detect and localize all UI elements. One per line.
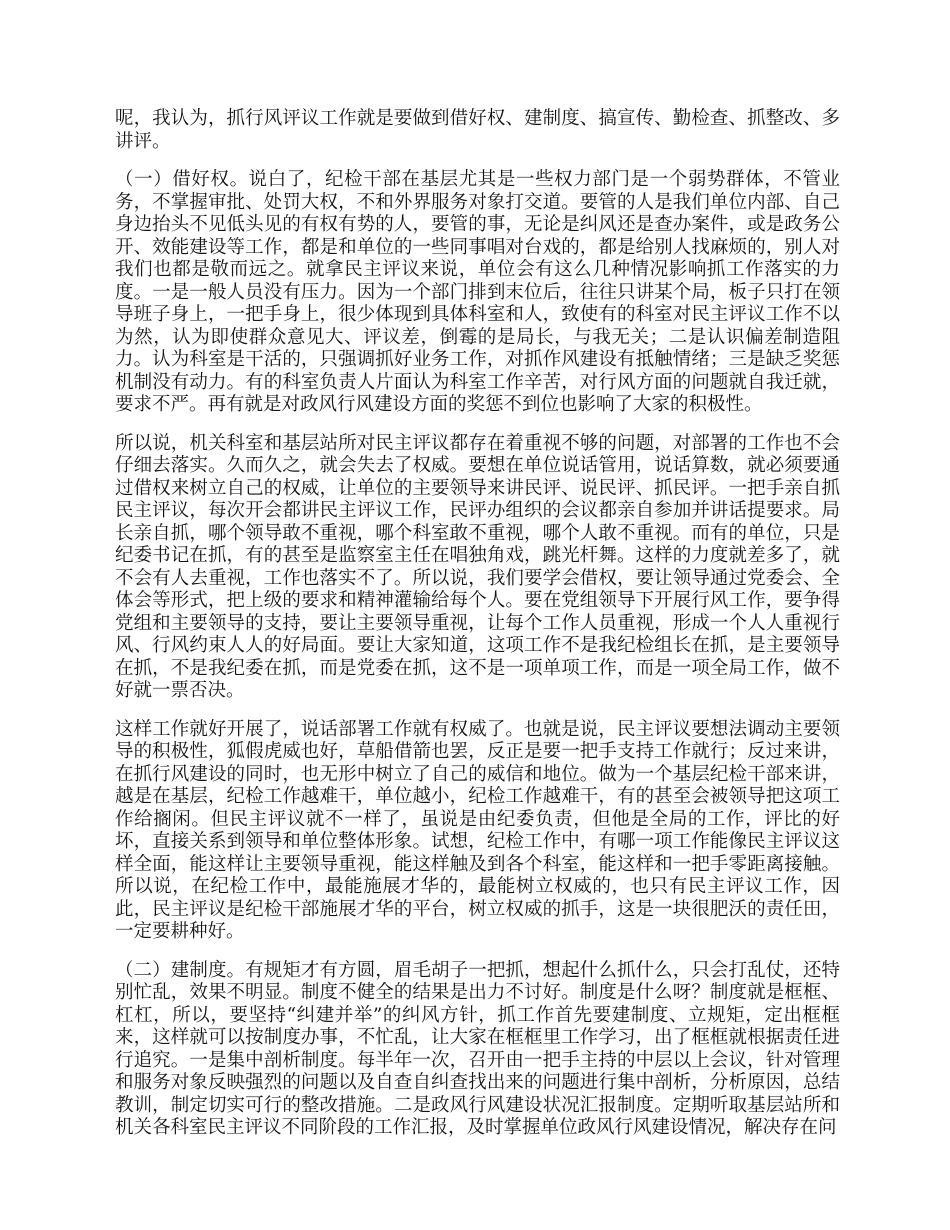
paragraph-borrow-authority: （一）借好权。说白了，纪检干部在基层尤其是一些权力部门是一个弱势群体，不管业务，不掌握审批、处罚大权，不和外界服务对象打交道。要管的人是我们单位内部、自己身边抬头不见低头见的有权有势的人，要管的事，无论是纠风还是查办案件，或是政务公开、效能建设等工作，都是和单位的一些同事唱对台戏的，都是给别人找麻烦的，别人对我们也都是敬而远之。就拿民主评议来说，单位会有这么几种情况影响抓工作落实的力度。一是一般人员没有压力。因为一个部门排到末位后，往往只讲某个局，板子只打在领导班子身上，一把手身上，很少体现到具体科室和人，致使有的科室对民主评议工作不以为然，认为即使群众意见大、评议差，倒霉的是局长，与我无关；二是认识偏差制造阻力。认为科室是干活的，只强调抓好业务工作，对抓作风建设有抵触情绪；三是缺乏奖惩机制没有动力。有的科室负责人片面认为科室工作辛苦，对行风方面的问题就自我迁就，要求不严。再有就是对政风行风建设方面的奖惩不到位也影响了大家的积极性。 <box>115 169 840 415</box>
document-body <box>115 108 840 1156</box>
paragraph-build-system: （二）建制度。有规矩才有方圆，眉毛胡子一把抓，想起什么抓什么，只会打乱仗，还特别忙乱，效果不明显。制度不健全的结果是出力不讨好。制度是什么呀？制度就是框框、杠杠，所以，要坚持“纠建并举”的纠风方针，抓工作首先要建制度、立规矩，定出框框来，这样就可以按制度办事，不忙乱，让大家在框框里工作学习，出了框框就根据责任进行追究。一是集中剖析制度。每半年一次，召开由一把手主持的中层以上会议，针对管理和服务对象反映强烈的问题以及自查自纠查找出来的问题进行集中剖析，分析原因，总结教训，制定切实可行的整改措施。二是政风行风建设状况汇报制度。定期听取基层站所和机关各科室民主评议不同阶段的工作汇报，及时掌握单位政风行风建设情况，解决存在问 <box>115 959 840 1138</box>
paragraph-intro: 呢，我认为，抓行风评议工作就是要做到借好权、建制度、搞宣传、勤检查、抓整改、多讲评。 <box>115 108 840 152</box>
paragraph-authority-established: 这样工作就好开展了，说话部署工作就有权威了。也就是说，民主评议要想法调动主要领导的积极性，狐假虎威也好，草船借箭也罢，反正是要一把手支持工作就行；反过来讲，在抓行风建设的同时，也无形中树立了自己的威信和地位。做为一个基层纪检干部来讲，越是在基层，纪检工作越难干，单位越小，纪检工作越难干，有的甚至会被领导把这项工作给搁闲。但民主评议就不一样了，虽说是由纪委负责，但他是全局的工作，评比的好坏，直接关系到领导和单位整体形象。试想，纪检工作中，有哪一项工作能像民主评议这样全面，能这样让主要领导重视，能这样触及到各个科室，能这样和一把手零距离接触。所以说，在纪检工作中，最能施展才华的，最能树立权威的，也只有民主评议工作，因此，民主评议是纪检干部施展才华的平台，树立权威的抓手，这是一块很肥沃的责任田，一定要耕种好。 <box>115 718 840 942</box>
paragraph-borrow-authority-continued: 所以说，机关科室和基层站所对民主评议都存在着重视不够的问题，对部署的工作也不会仔细去落实。久而久之，就会失去了权威。要想在单位说话管用，说话算数，就必须要通过借权来树立自己的权威，让单位的主要领导来讲民评、说民评、抓民评。一把手亲自抓民主评议，每次开会都讲民主评议工作，民评办组织的会议都亲自参加并讲话提要求。局长亲自抓，哪个领导敢不重视，哪个科室敢不重视，哪个人敢不重视。而有的单位，只是纪委书记在抓，有的甚至是监察室主任在唱独角戏，跳光杆舞。这样的力度就差多了，就不会有人去重视，工作也落实不了。所以说，我们要学会借权，要让领导通过党委会、全体会等形式，把上级的要求和精神灌输给每个人。要在党组领导下开展行风工作，要争得党组和主要领导的支持，要让主要领导重视，让每个工作人员重视，形成一个人人重视行风、行风约束人人的好局面。要让大家知道，这项工作不是我纪检组长在抓，是主要领导在抓，不是我纪委在抓，而是党委在抓，这不是一项单项工作，而是一项全局工作，做不好就一票否决。 <box>115 432 840 701</box>
